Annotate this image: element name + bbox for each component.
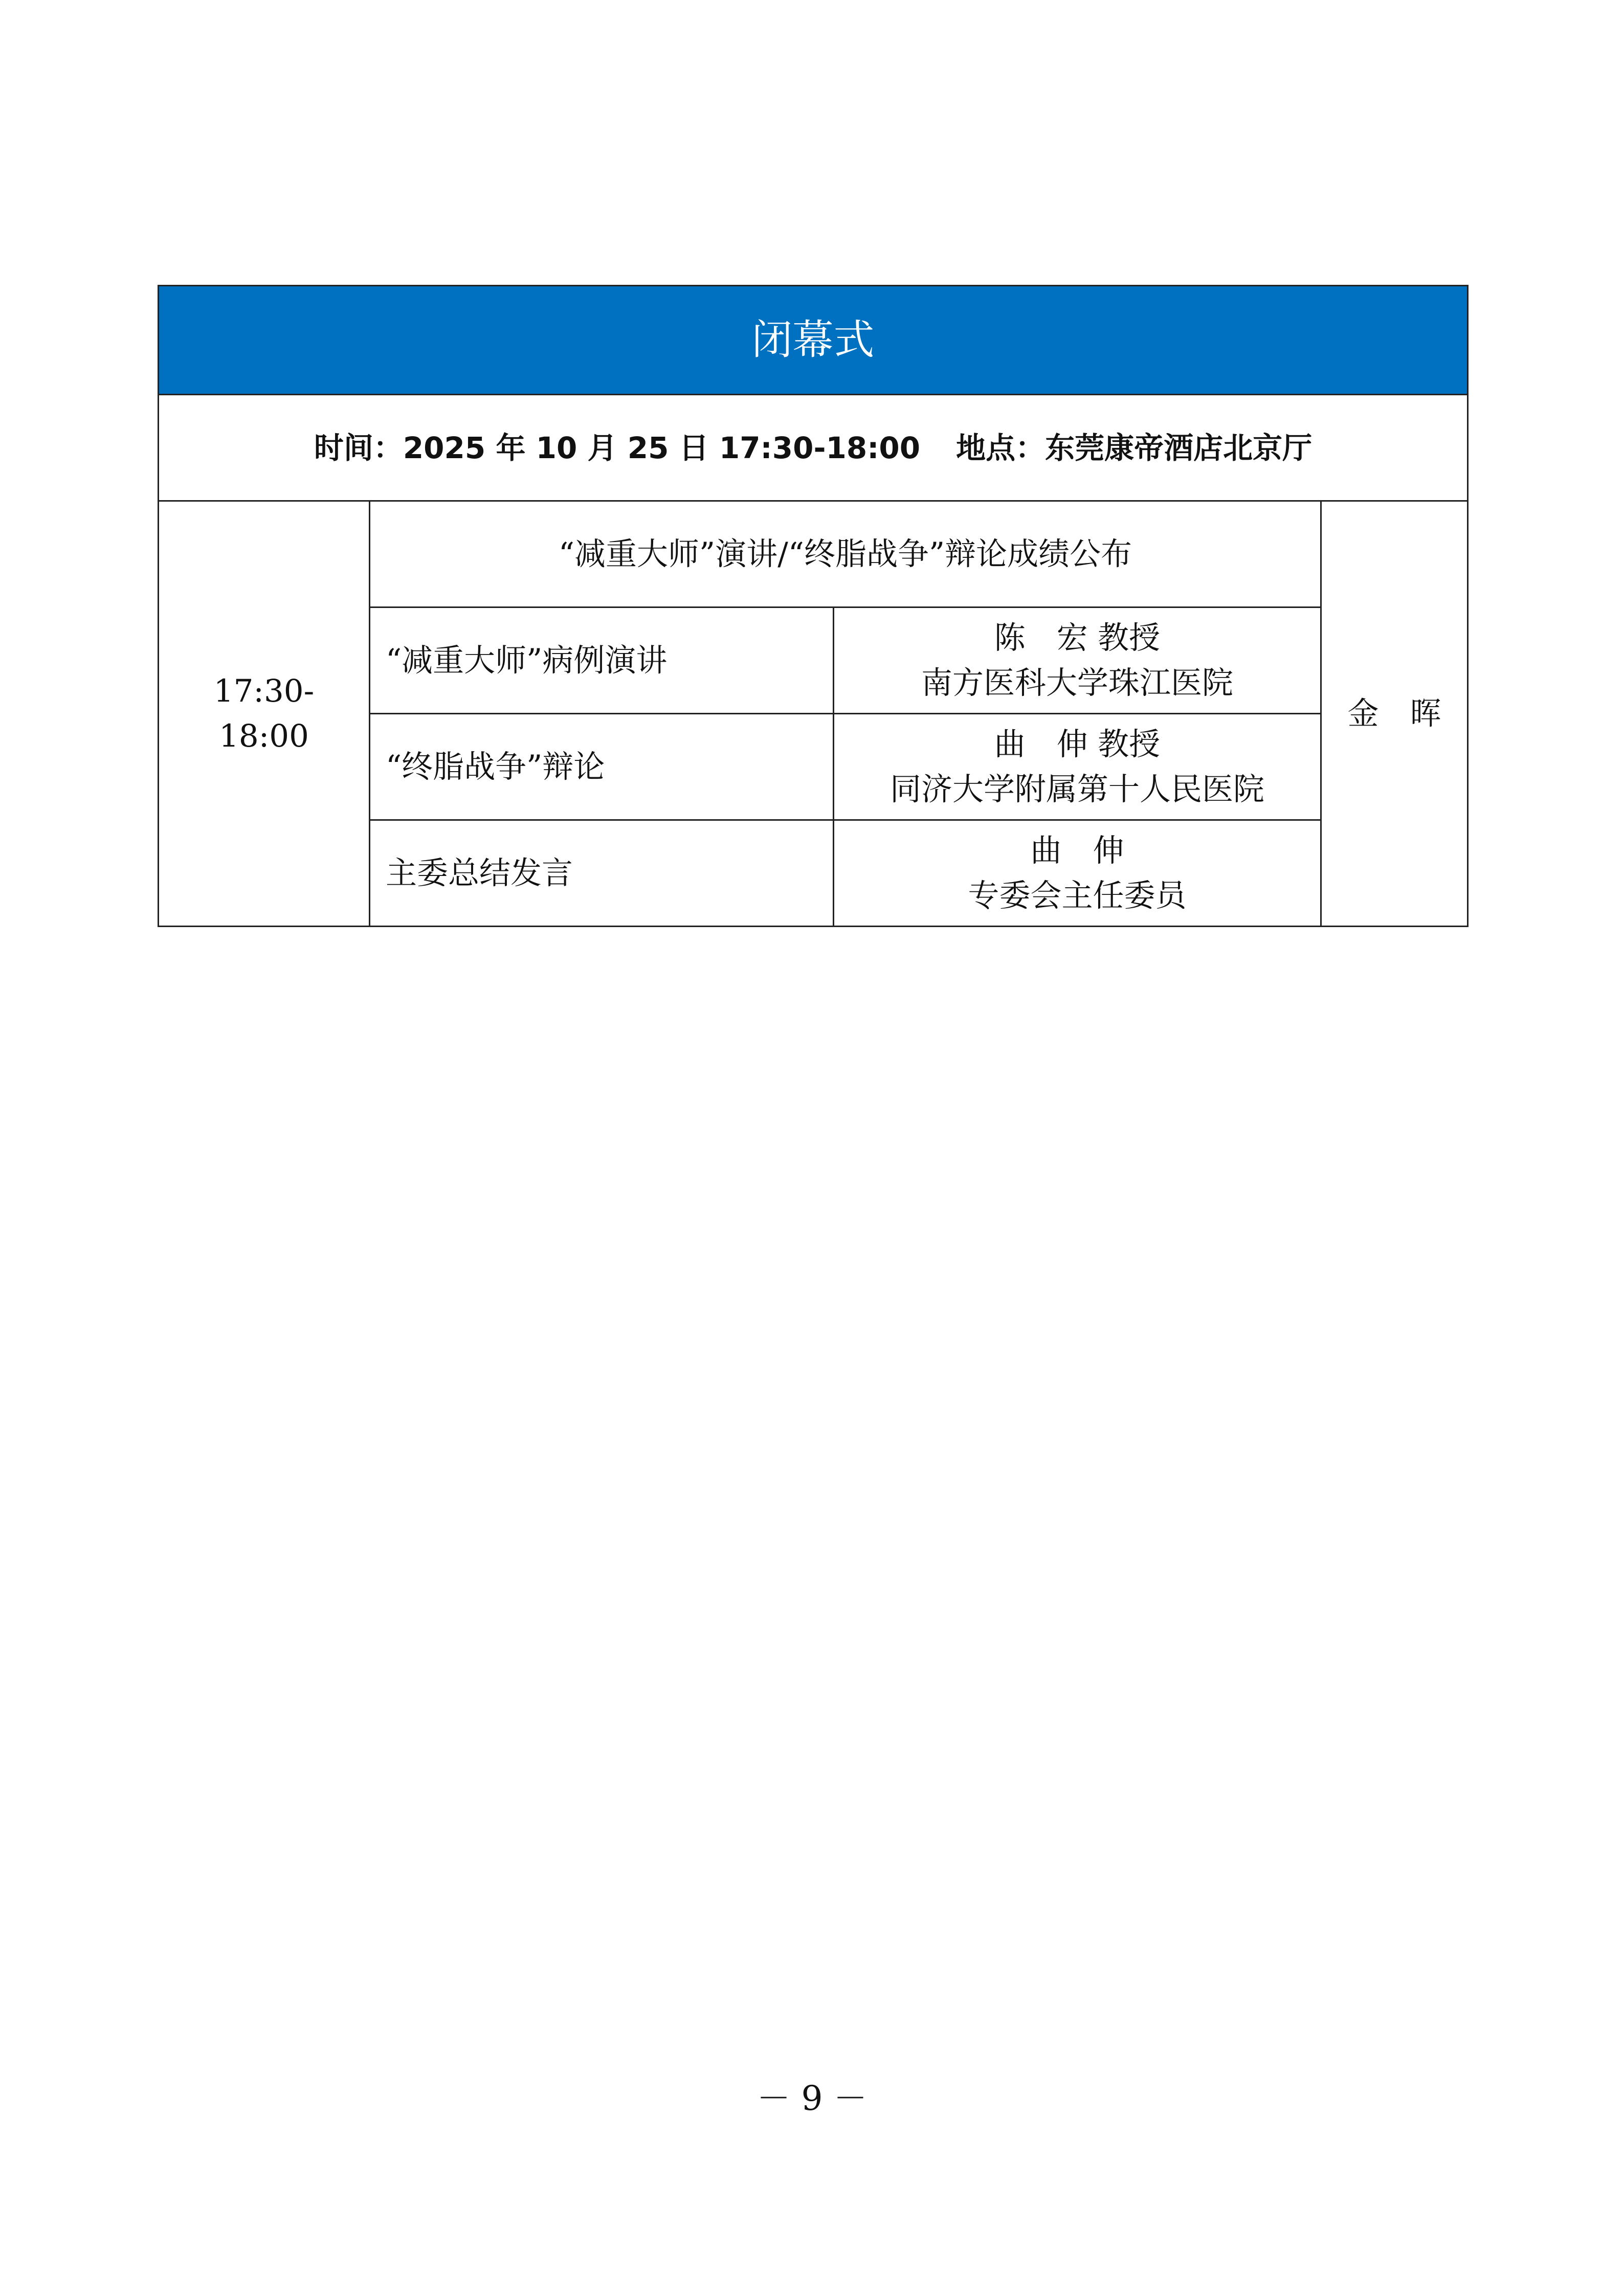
speaker-name: 陈 宏 教授 xyxy=(994,619,1161,656)
closing-ceremony-table xyxy=(158,285,1469,927)
speaker-affiliation: 南方医科大学珠江医院 xyxy=(921,664,1233,701)
speaker-affiliation: 同济大学附属第十人民医院 xyxy=(889,771,1264,807)
headline: “减重大师”演讲/“终脂战争”辩论成绩公布 xyxy=(370,501,1321,607)
topic: 主委总结发言 xyxy=(370,820,834,927)
session-info-row xyxy=(159,395,1468,501)
session-info xyxy=(159,395,1468,501)
time-value: 2025 年 10 月 25 日 17:30-18:00 xyxy=(403,430,921,465)
speaker-cell xyxy=(834,820,1321,927)
table-row xyxy=(159,501,1468,607)
time-label: 时间： xyxy=(314,430,403,465)
speaker-affiliation: 专委会主任委员 xyxy=(968,877,1187,914)
session-title: 闭幕式 xyxy=(159,286,1468,395)
time-slot: 17:30-18:00 xyxy=(159,501,370,927)
chair: 金 晖 xyxy=(1321,501,1468,927)
speaker-cell xyxy=(834,607,1321,714)
topic: “减重大师”病例演讲 xyxy=(370,607,834,714)
session-title-row xyxy=(159,286,1468,395)
topic: “终脂战争”辩论 xyxy=(370,714,834,820)
speaker-name: 曲 伸 教授 xyxy=(994,726,1161,762)
speaker-name: 曲 伸 xyxy=(1030,832,1124,869)
location-value: 东莞康帝酒店北京厅 xyxy=(1045,430,1312,465)
location-label: 地点： xyxy=(956,430,1045,465)
page-number: － 9 － xyxy=(757,2079,867,2118)
speaker-cell xyxy=(834,714,1321,820)
